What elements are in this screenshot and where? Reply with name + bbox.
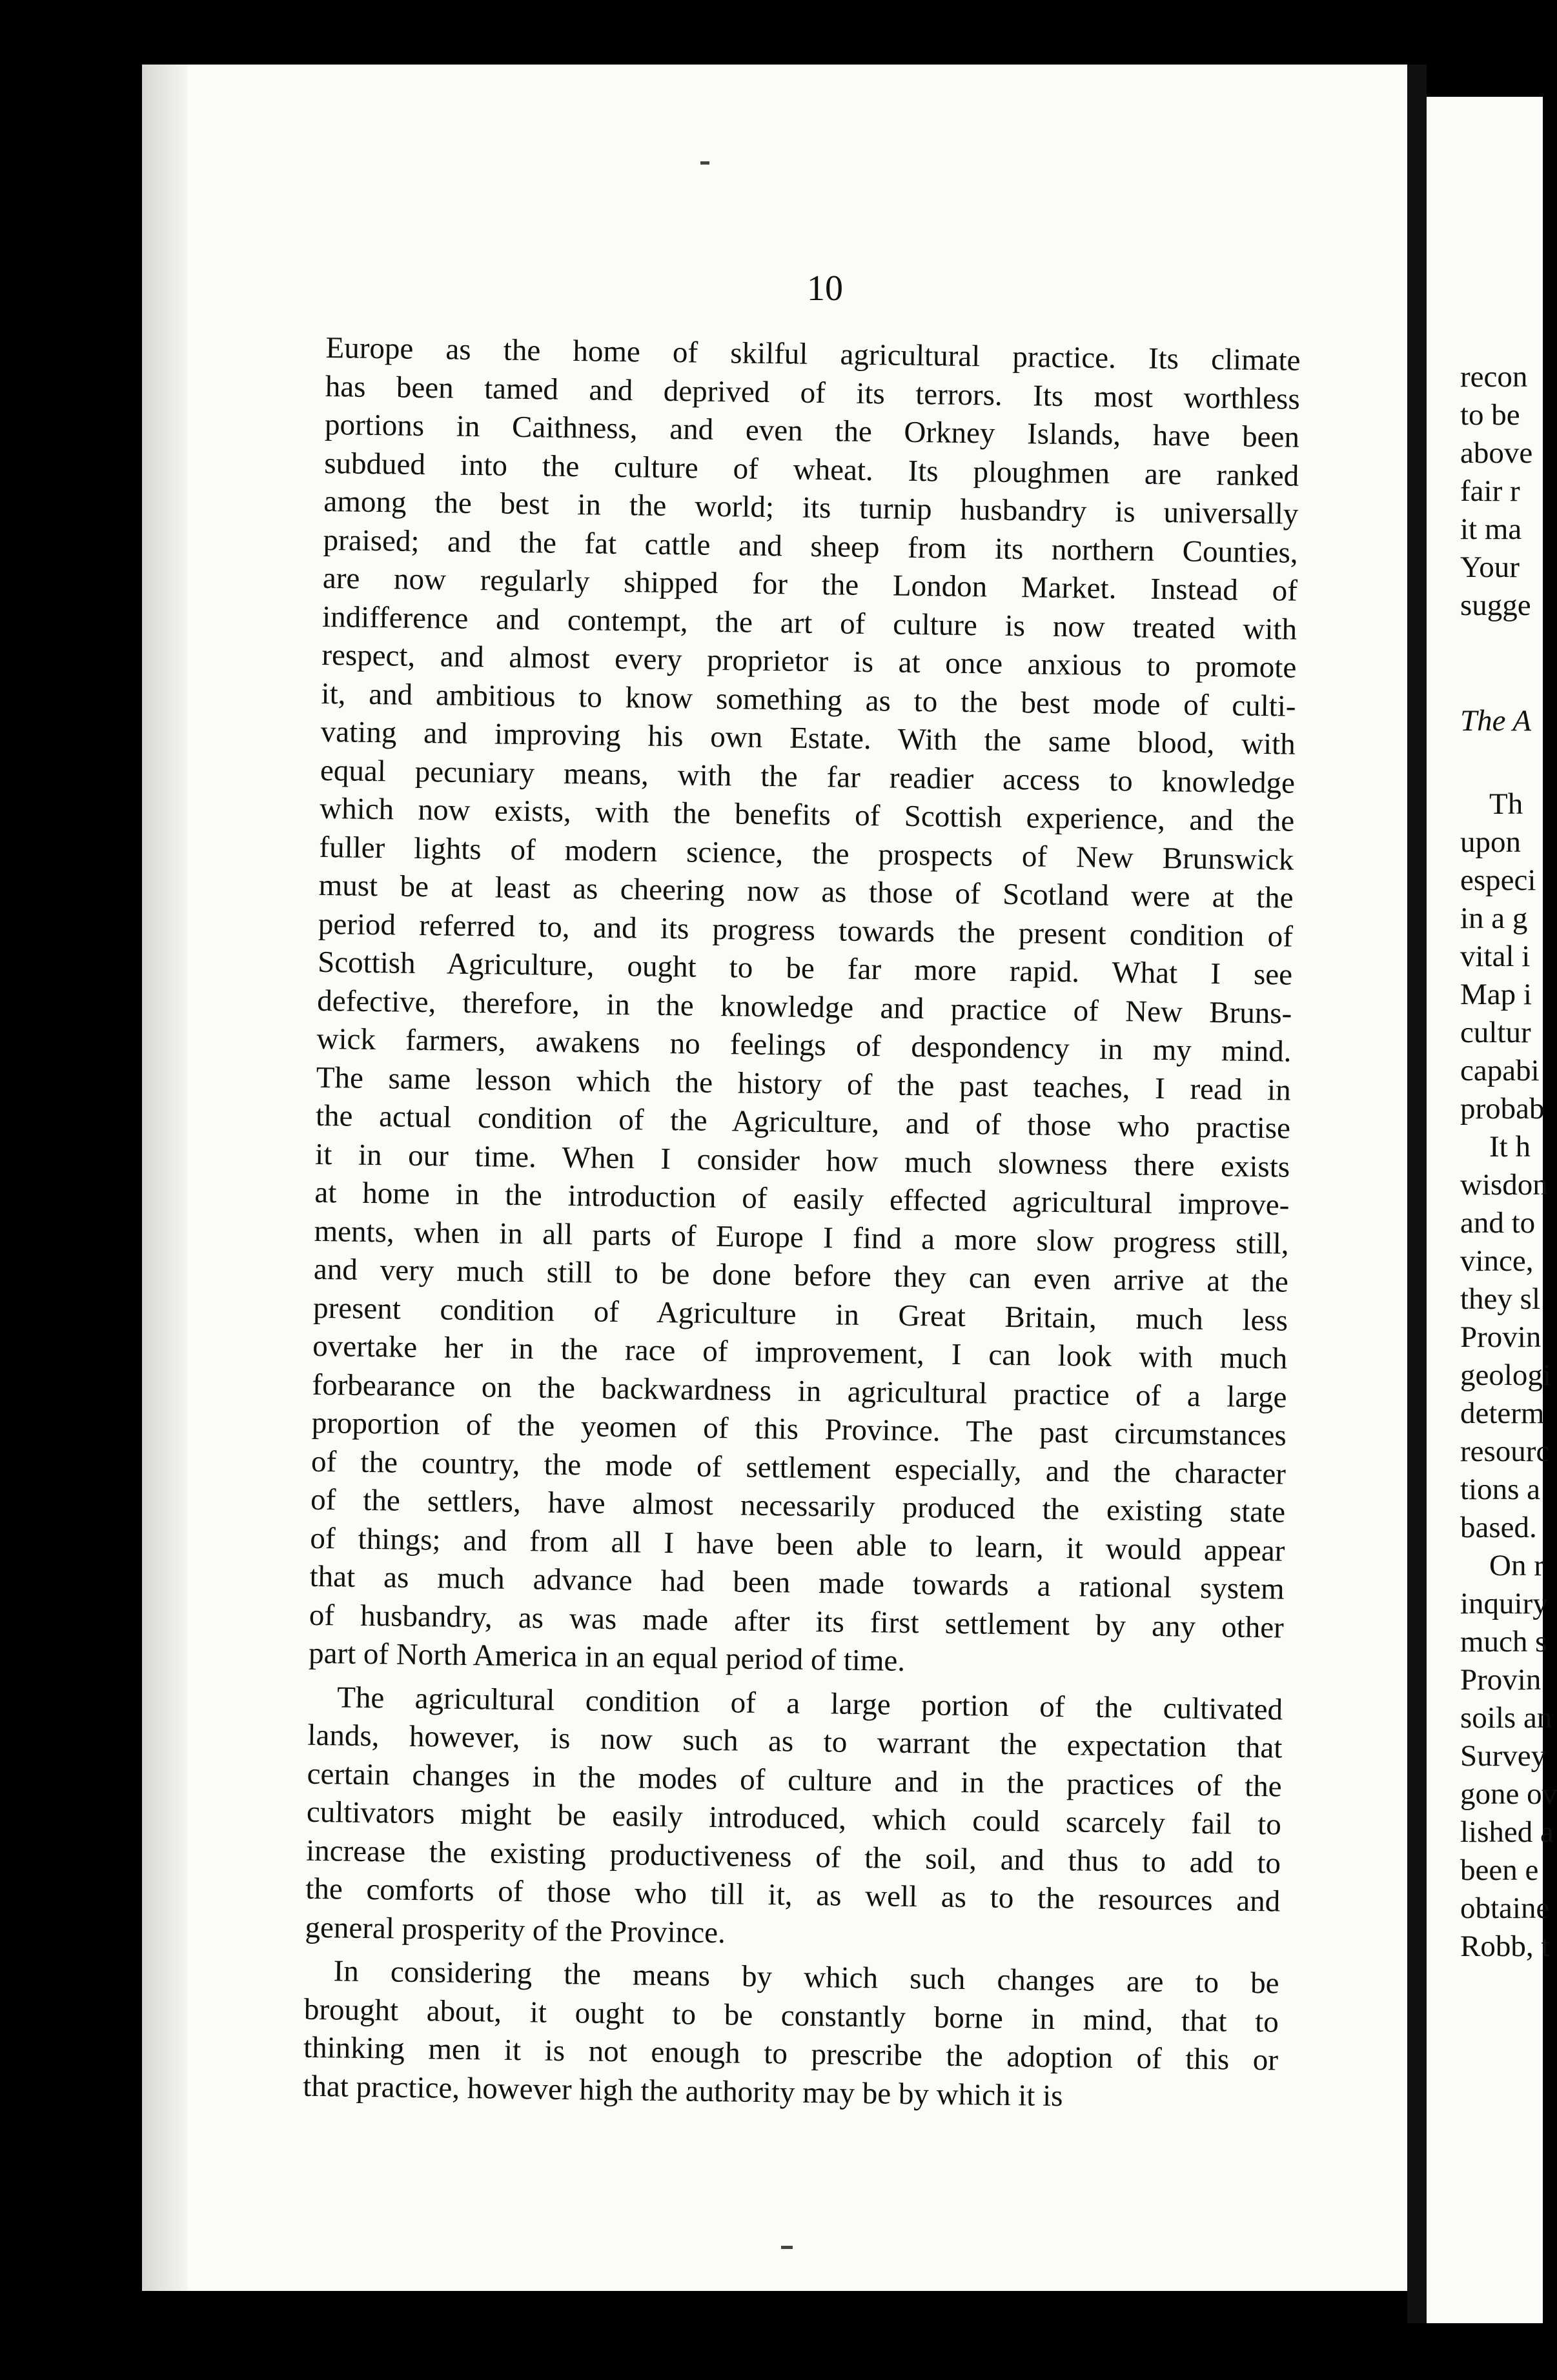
- text-line: the comforts of those who till it, as well as to the resources and: [305, 1871, 1281, 1919]
- text-line: cultivators might be easily introduced, which could scarcely fail to: [306, 1795, 1282, 1842]
- facing-text-line: they sl: [1460, 1282, 1541, 1316]
- facing-text-line: On r: [1489, 1549, 1544, 1582]
- facing-text-line: Provin: [1460, 1663, 1542, 1697]
- facing-text-line: sugge: [1460, 589, 1531, 622]
- text-line: at home in the introduction of easily effected agricultural improve-: [314, 1175, 1290, 1222]
- text-line: must be at least as cheering now as those of Scotland were at the: [318, 868, 1294, 915]
- facing-text-line: gone ov: [1460, 1777, 1557, 1811]
- facing-text-line: it ma: [1460, 512, 1522, 546]
- page-number: 10: [807, 268, 843, 308]
- facing-text-line: soils an: [1460, 1701, 1552, 1735]
- page-edge-shadow: [142, 65, 187, 2291]
- text-line: brought about, it ought to be constantly borne in mind, that to: [303, 1992, 1279, 2039]
- ink-speck: [700, 161, 709, 165]
- text-line: portions in Caithness, and even the Orkney Islands, have been: [324, 407, 1300, 454]
- text-line: general prosperity of the Province.: [305, 1910, 726, 1950]
- facing-text-line: upon: [1460, 825, 1521, 859]
- text-line: forbearance on the backwardness in agricultural practice of a large: [312, 1367, 1287, 1415]
- text-line: of the settlers, have almost necessarily produced the existing state: [310, 1482, 1286, 1529]
- facing-text-line: capabi: [1460, 1054, 1540, 1087]
- text-line: Europe as the home of skilful agricultural practice. Its climate: [325, 330, 1301, 378]
- facing-text-line: probab: [1460, 1092, 1545, 1125]
- text-line: period referred to, and its progress towards the present condition of: [318, 907, 1294, 954]
- facing-text-line: to be: [1460, 398, 1520, 432]
- text-line: vating and improving his own Estate. With the same blood, with: [320, 714, 1296, 761]
- text-line: increase the existing productiveness of the soil, and thus to add to: [305, 1833, 1281, 1881]
- text-line: lands, however, is now such as to warrant the expectation that: [307, 1718, 1283, 1765]
- facing-text-line: vital i: [1460, 940, 1531, 973]
- facing-heading: The A: [1460, 704, 1532, 738]
- text-line: overtake her in the race of improvement, I can look with much: [312, 1329, 1288, 1376]
- facing-text-line: especi: [1460, 863, 1536, 897]
- paragraph: [309, 329, 1301, 1686]
- facing-text-line: much s: [1460, 1625, 1547, 1659]
- text-line: has been tamed and deprived of its terrors. Its most worthless: [325, 369, 1301, 416]
- text-line: of husbandry, as was made after its first settlement by any other: [309, 1598, 1285, 1645]
- paragraph: [303, 1952, 1279, 2119]
- text-line: ments, when in all parts of Europe I find a more slow progress still,: [314, 1214, 1289, 1261]
- book-gutter: [1407, 65, 1427, 2323]
- facing-text-line: been e: [1460, 1853, 1539, 1887]
- text-line: fuller lights of modern science, the prospects of New Brunswick: [319, 830, 1294, 877]
- text-line: respect, and almost every proprietor is at once anxious to promote: [321, 638, 1297, 685]
- facing-text-line: determ: [1460, 1397, 1545, 1430]
- facing-text-line: fair r: [1460, 474, 1520, 508]
- facing-text-line: Your: [1460, 550, 1520, 584]
- text-line: among the best in the world; its turnip husbandry is universally: [323, 484, 1299, 531]
- text-line: defective, therefore, in the knowledge and practice of New Bruns-: [317, 983, 1292, 1031]
- text-line: which now exists, with the benefits of Scottish experience, and the: [319, 791, 1295, 838]
- text-line: equal pecuniary means, with the far readier access to knowledge: [320, 753, 1296, 800]
- ink-speck: [781, 2246, 793, 2249]
- text-line: thinking men it is not enough to prescribe the adoption of this or: [303, 2030, 1279, 2077]
- text-line: The same lesson which the history of the past teaches, I read in: [316, 1060, 1292, 1107]
- text-line: wick farmers, awakens no feelings of despondency in my mind.: [316, 1022, 1292, 1069]
- text-line: part of North America in an equal period of time.: [308, 1636, 906, 1678]
- facing-text-line: above: [1460, 436, 1533, 470]
- text-line: The agricultural condition of a large portion of the cultivated: [336, 1680, 1283, 1727]
- text-line: of things; and from all I have been able to learn, it would appear: [310, 1521, 1285, 1568]
- body-text: [303, 329, 1301, 2119]
- facing-text-line: inquiry: [1460, 1587, 1548, 1620]
- facing-page-text: [1460, 358, 1557, 1966]
- facing-text-line: resourc: [1460, 1435, 1550, 1468]
- text-line: Scottish Agriculture, ought to be far more rapid. What I see: [317, 945, 1293, 992]
- facing-text-line: It h: [1489, 1130, 1531, 1164]
- text-line: and very much still to be done before they can even arrive at the: [313, 1252, 1289, 1299]
- text-line: certain changes in the modes of culture and in the practices of the: [307, 1757, 1282, 1804]
- text-line: that practice, however high the authority may be by which it is: [303, 2069, 1063, 2113]
- facing-text-line: recon: [1460, 360, 1528, 394]
- facing-text-line: Provin: [1460, 1320, 1542, 1354]
- facing-text-line: Survey: [1460, 1739, 1547, 1773]
- text-line: that as much advance had been made towards a rational system: [309, 1559, 1285, 1606]
- facing-text-line: in a g: [1460, 902, 1528, 935]
- facing-text-line: wisdon: [1460, 1168, 1548, 1202]
- facing-text-line: tions a: [1460, 1473, 1541, 1506]
- text-line: of the country, the mode of settlement especially, and the character: [310, 1444, 1287, 1491]
- facing-text-line: Robb, t: [1460, 1930, 1550, 1963]
- text-line: proportion of the yeomen of this Province. The past circumstances: [311, 1406, 1287, 1453]
- facing-text-line: and to: [1460, 1206, 1536, 1240]
- text-line: subdued into the culture of wheat. Its ploughmen are ranked: [323, 446, 1299, 493]
- facing-text-line: obtaine: [1460, 1891, 1550, 1925]
- facing-text-line: cultur: [1460, 1016, 1531, 1049]
- text-line: present condition of Agriculture in Great Britain, much less: [312, 1291, 1288, 1338]
- facing-text-line: Th: [1489, 787, 1523, 821]
- text-line: it in our time. When I consider how much slowness there exists: [314, 1137, 1290, 1184]
- text-line: the actual condition of the Agriculture, and of those who practise: [315, 1098, 1291, 1145]
- facing-text-line: based.: [1460, 1511, 1537, 1544]
- facing-text-line: geologi: [1460, 1358, 1551, 1392]
- text-line: are now regularly shipped for the London Market. Instead of: [322, 561, 1298, 608]
- text-line: it, and ambitious to know something as to the best mode of culti-: [321, 676, 1296, 723]
- text-line: praised; and the fat cattle and sheep from its northern Counties,: [323, 523, 1298, 570]
- text-line: In considering the means by which such changes are to be: [333, 1954, 1279, 2001]
- text-line: indifference and contempt, the art of culture is now treated with: [321, 600, 1298, 647]
- facing-text-line: lished a: [1460, 1815, 1554, 1849]
- paragraph: [305, 1678, 1283, 1959]
- facing-text-line: Map i: [1460, 978, 1532, 1011]
- facing-text-line: vince,: [1460, 1244, 1534, 1278]
